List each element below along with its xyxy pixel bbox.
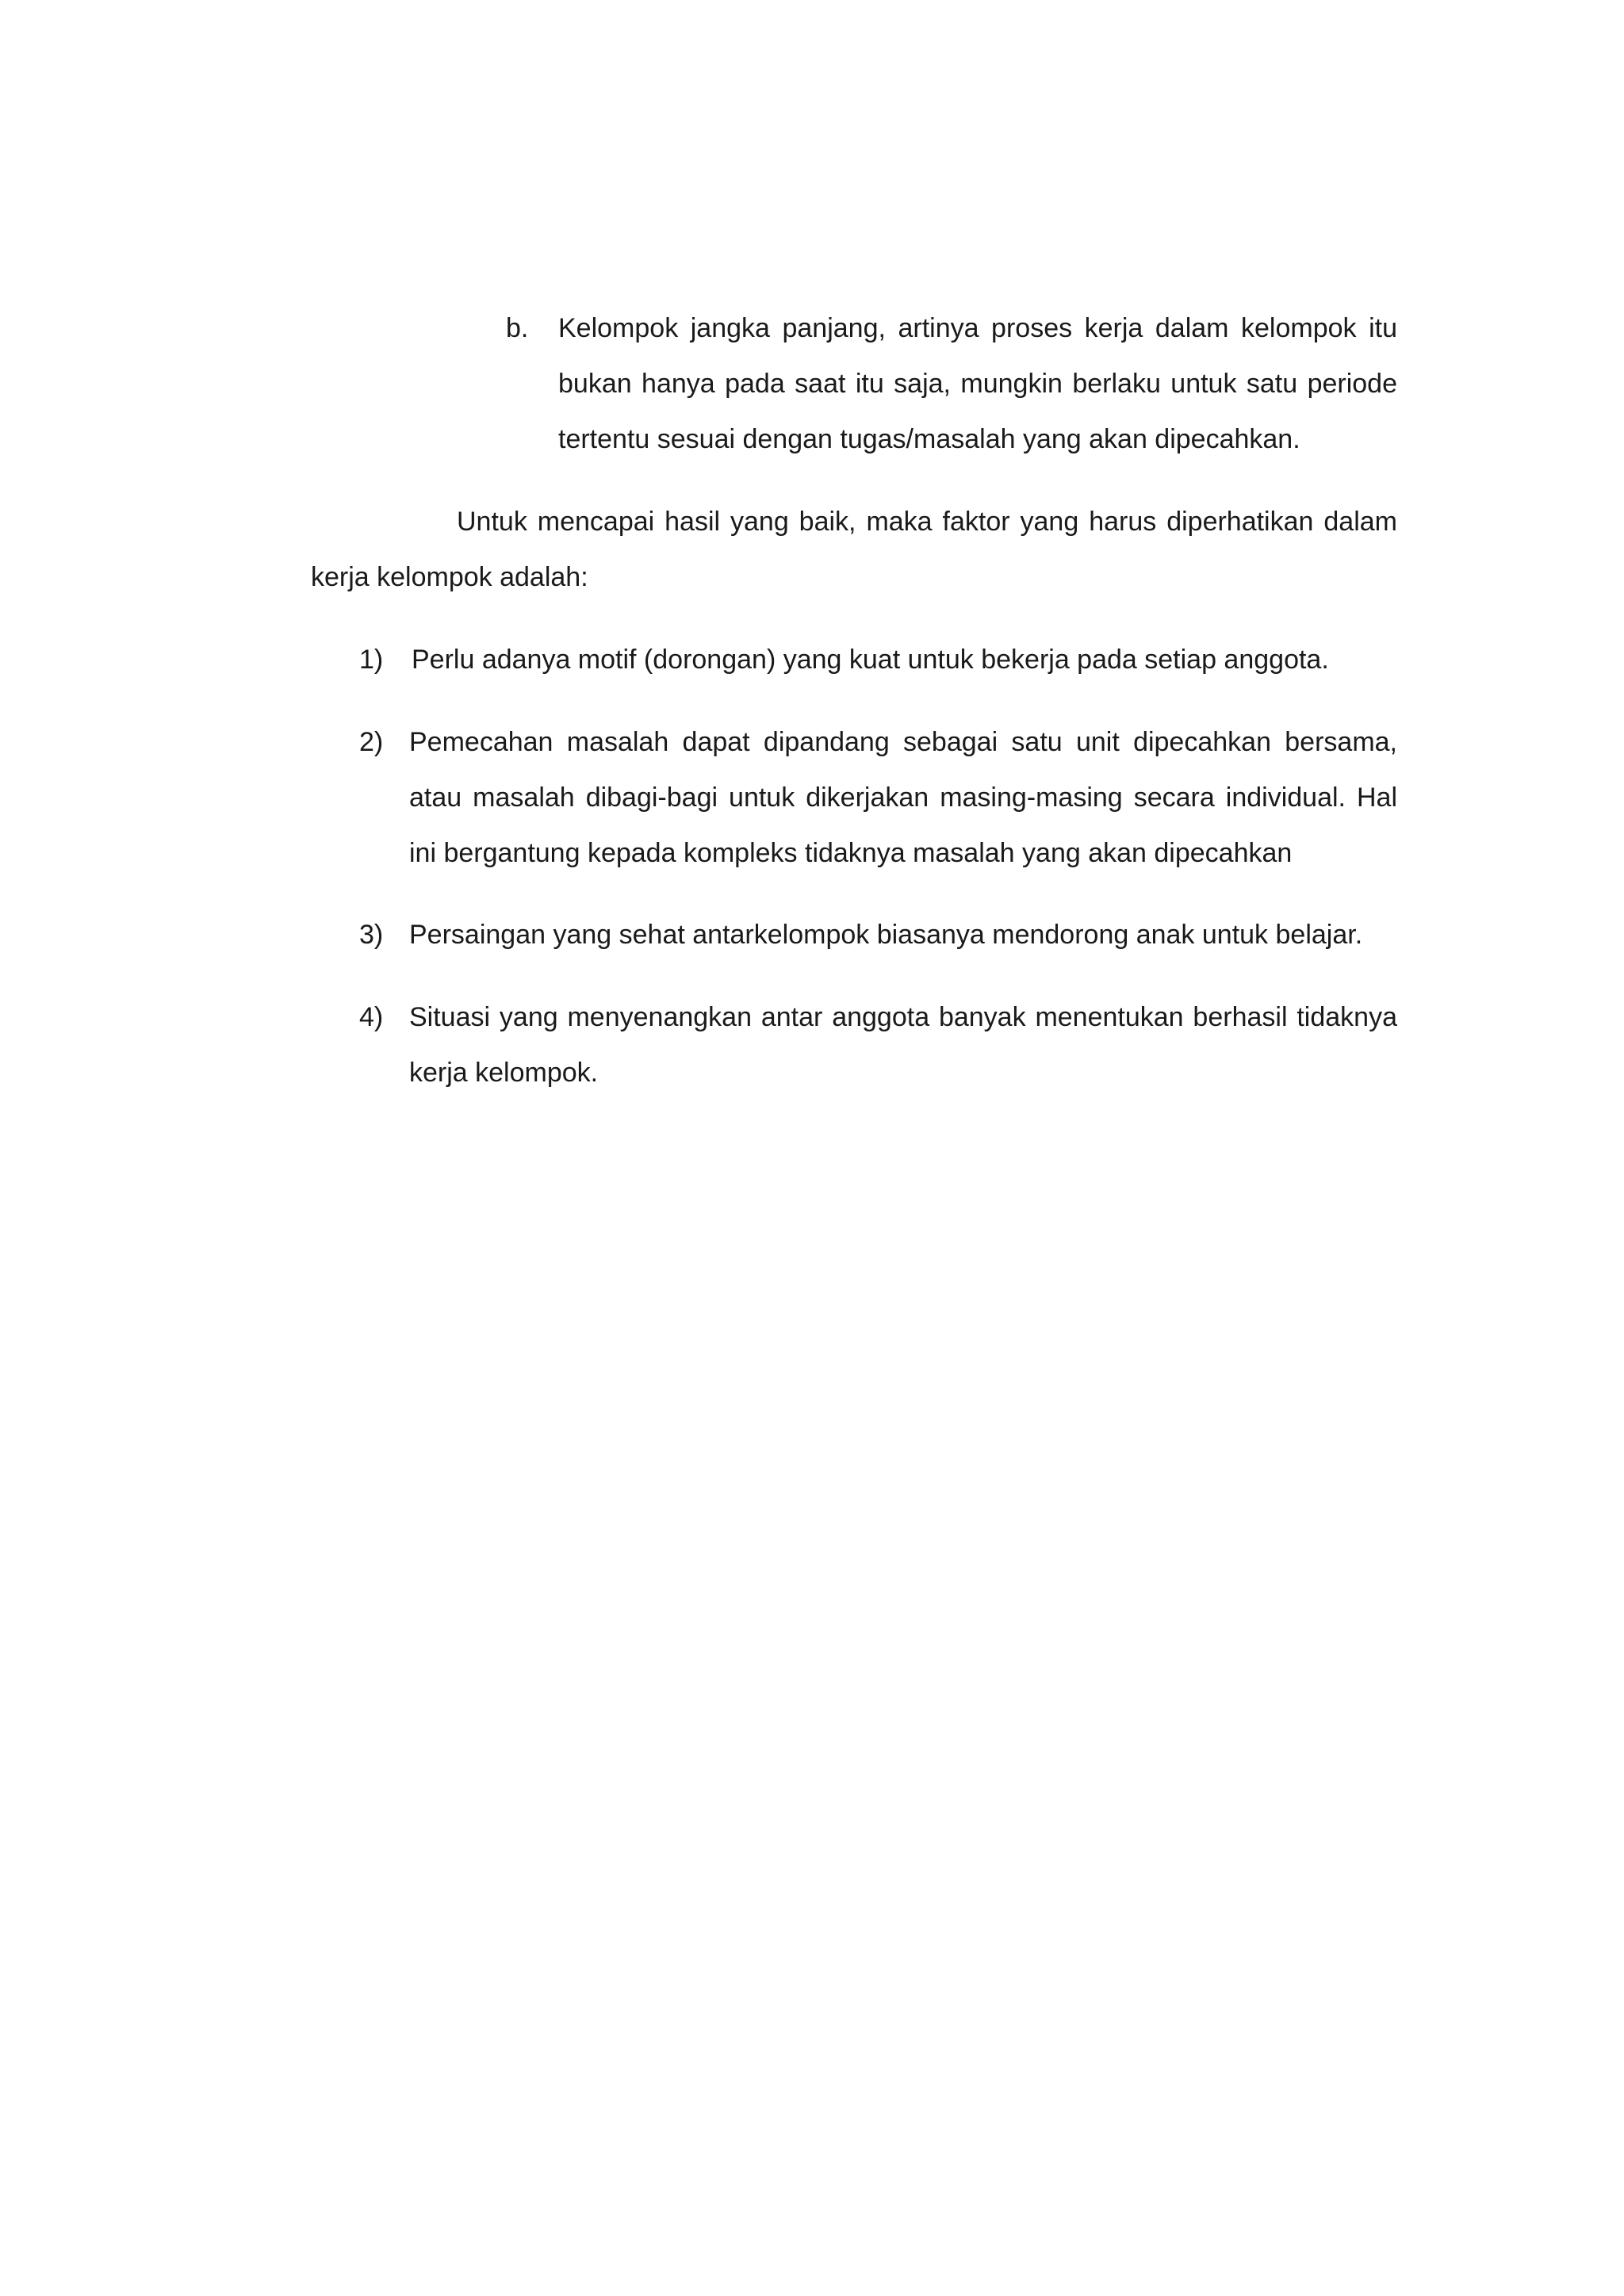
list-item-text: Persaingan yang sehat antarkelompok biasanya mendorong anak untuk belajar. (409, 920, 1363, 950)
list-marker: 1) (359, 645, 384, 675)
list-item-text: Pemecahan masalah dapat dipandang sebagai satu unit dipecahkan bersama, atau masalah dibagi-bagi untuk dikerjakan masing-masing secara individual. Hal ini bergantung kepada kompleks tidaknya masalah yang akan dipecahkan (409, 727, 1397, 868)
list-marker: 3) (359, 920, 384, 950)
list-item-text: Situasi yang menyenangkan antar anggota banyak menentukan berhasil tidaknya kerja kelompok. (409, 1002, 1397, 1088)
list-item-3 (359, 907, 1397, 962)
list-marker: b. (506, 313, 529, 343)
list-marker: 2) (359, 727, 384, 757)
list-item-b (506, 300, 1397, 467)
list-item-text: Perlu adanya motif (dorongan) yang kuat untuk bekerja pada setiap anggota. (412, 645, 1329, 675)
intro-paragraph: Untuk mencapai hasil yang baik, maka faktor yang harus diperhatikan dalam kerja kelompok adalah: (311, 507, 1397, 592)
list-marker: 4) (359, 1002, 384, 1032)
list-item-4 (359, 989, 1397, 1100)
list-item-text: Kelompok jangka panjang, artinya proses kerja dalam kelompok itu bukan hanya pada saat itu saja, mungkin berlaku untuk satu periode tertentu sesuai dengan tugas/masalah yang akan dipecahkan. (558, 313, 1397, 454)
list-item-1 (359, 632, 1397, 687)
list-item-2 (359, 714, 1397, 881)
